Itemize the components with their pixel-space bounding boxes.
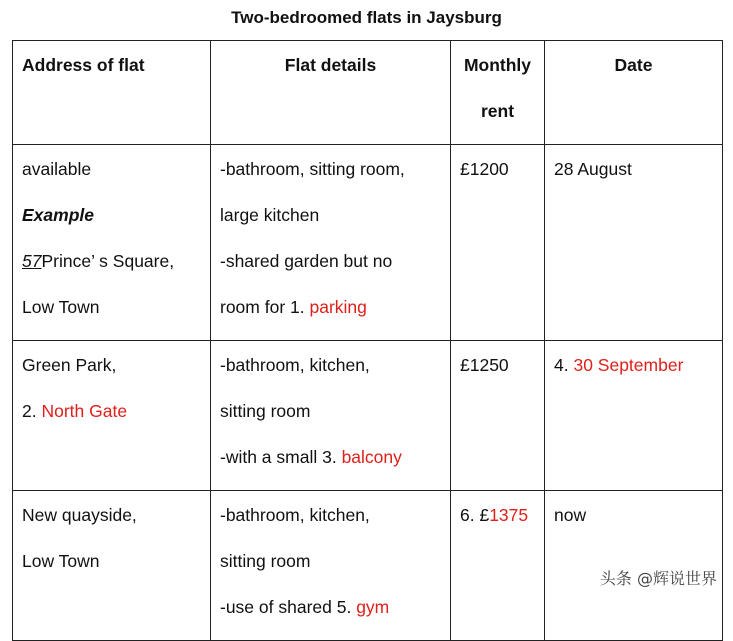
cell-rent: £1200 [451, 145, 545, 341]
watermark: 头条 @辉说世界 [599, 569, 717, 588]
cell-date: 4. 30 September [545, 341, 723, 491]
header-rent: Monthly rent [451, 41, 545, 145]
answer-4: 30 September [573, 355, 684, 375]
cell-date: now [545, 491, 723, 641]
table-header-row [13, 41, 723, 145]
header-date: Date [545, 41, 723, 145]
flats-table [12, 40, 723, 641]
answer-5: gym [356, 597, 390, 617]
cell-address: New quayside, Low Town [13, 491, 211, 641]
cell-details: -bathroom, kitchen, sitting room -with a small 3. balcony [211, 341, 451, 491]
answer-6: 1375 [489, 505, 529, 525]
cell-address: Green Park, 2. North Gate [13, 341, 211, 491]
page-title: Two-bedroomed flats in Jaysburg [231, 8, 502, 27]
cell-date: 28 August [545, 145, 723, 341]
cell-details: -bathroom, sitting room, large kitchen -shared garden but no room for 1. parking [211, 145, 451, 341]
answer-1: parking [309, 297, 367, 317]
cell-rent: £1250 [451, 341, 545, 491]
table-row [13, 145, 723, 341]
header-address: Address of flat [13, 41, 211, 145]
answer-3: balcony [341, 447, 402, 467]
cell-rent: 6. £1375 [451, 491, 545, 641]
cell-address: available Example 57Prince’ s Square, Low Town [13, 145, 211, 341]
table-row [13, 341, 723, 491]
cell-details: -bathroom, kitchen, sitting room -use of shared 5. gym [211, 491, 451, 641]
answer-2: North Gate [41, 401, 128, 421]
header-details: Flat details [211, 41, 451, 145]
